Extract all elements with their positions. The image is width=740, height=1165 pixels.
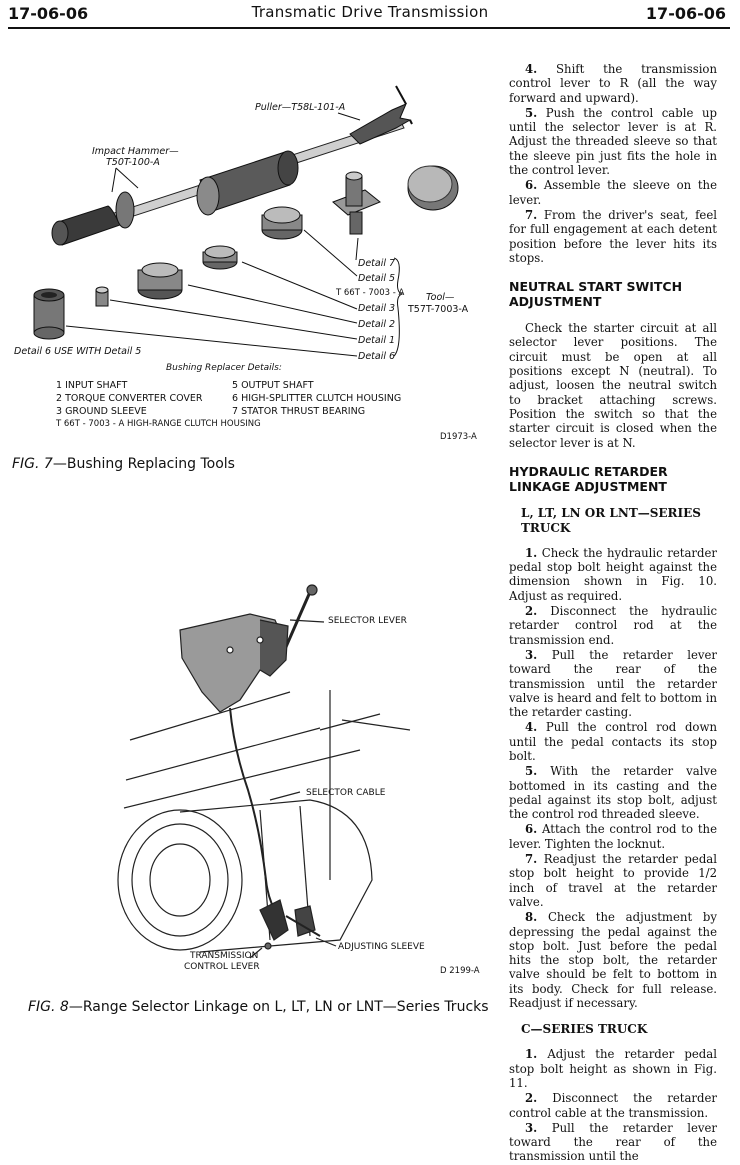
legend-item-7: 7 STATOR THRUST BEARING [232, 406, 366, 417]
step-c2: 2. Disconnect the retarder control cable at the transmission. [509, 1091, 718, 1120]
label-selector-lever: SELECTOR LEVER [328, 616, 407, 626]
label-detail-3: Detail 3 [358, 303, 396, 314]
label-impact-hammer-2: T50T-100-A [106, 157, 160, 168]
step-c3: 3. Pull the retarder lever toward the rear of the transmission until the [509, 1120, 718, 1164]
figure-7-code: D1973-A [440, 432, 477, 442]
step-b1: 1. Check the hydraulic retarder pedal stop bolt height against the dimension shown in Fig. 10. Adjust as required. [509, 545, 717, 603]
legend-footer: T 66T - 7003 - A HIGH-RANGE CLUTCH HOUSING [56, 419, 261, 429]
label-bushing-details: Bushing Replacer Details: [166, 363, 282, 373]
label-tool-1: Tool— [426, 292, 455, 303]
step-b2: 2. Disconnect the hydraulic retarder control rod at the transmission end. [509, 604, 717, 647]
step-a7: 7. From the driver's seat, feel for full engagement at each detent position before the lever hits its stops. [509, 207, 717, 265]
label-tool-ref: T 66T - 7003 - A [336, 288, 405, 298]
step-b4: 4. Pull the control rod down until the pedal contacts its stop bolt. [509, 720, 717, 763]
page-number-right: 17-06-06 [645, 4, 726, 23]
label-detail-6-use: Detail 6 USE WITH Detail 5 [14, 346, 142, 357]
heading-hydraulic-retarder: HYDRAULIC RETARDER LINKAGE ADJUSTMENT [509, 463, 668, 494]
label-impact-hammer-1: Impact Hammer— [92, 146, 179, 157]
subheading-c-series: C—SERIES TRUCK [521, 1022, 648, 1037]
label-detail-2: Detail 2 [358, 319, 396, 330]
step-b8: 8. Check the adjustment by depressing the pedal against the stop bolt. Just before the pedal hits the stop bolt, the retarder valve should be felt to bottom in its body. Check for full release. Readjust if necessary. [509, 910, 718, 1011]
step-a5: 5. Push the control cable up until the selector lever is at R. Adjust the threaded sleeve so that the sleeve pin just fits the hole in the control lever. [509, 105, 718, 178]
legend-item-5: 5 OUTPUT SHAFT [232, 380, 314, 391]
label-puller: Puller—T58L-101-A [255, 102, 346, 113]
label-detail-5: Detail 5 [358, 273, 396, 284]
header-rule [8, 27, 730, 29]
figure-7-caption-text: —Bushing Replacing Tools [52, 456, 235, 472]
label-detail-6: Detail 6 [358, 351, 396, 362]
label-tool-2: T57T-7003-A [408, 304, 469, 315]
figure-8-caption-text: —Range Selector Linkage on L, LT, LN or LNT—Series Trucks [68, 999, 489, 1015]
range-selector-linkage-drawing [110, 580, 490, 980]
step-b7: 7. Readjust the retarder pedal stop bolt height to provide 1/2 inch of travel at the retarder valve. [509, 852, 718, 909]
legend-item-6: 6 HIGH-SPLITTER CLUTCH HOUSING [232, 393, 402, 404]
legend-item-3: 3 GROUND SLEEVE [56, 406, 147, 417]
figure-7-number: FIG. 7 [12, 456, 53, 472]
figure-8-caption [28, 999, 489, 1015]
label-detail-7: Detail 7 [358, 258, 396, 269]
label-adjusting-sleeve: ADJUSTING SLEEVE [338, 942, 425, 952]
label-detail-1: Detail 1 [358, 335, 396, 346]
step-a6: 6. Assemble the sleeve on the lever. [509, 178, 717, 207]
legend-item-2: 2 TORQUE CONVERTER COVER [56, 393, 203, 404]
step-c1: 1. Adjust the retarder pedal stop bolt height as shown in Fig. 11. [509, 1047, 717, 1090]
page-number-left: 17-06-06 [8, 4, 89, 23]
figure-7-caption [12, 456, 235, 472]
heading-neutral-start: NEUTRAL START SWITCH ADJUSTMENT [509, 279, 683, 310]
figure-8-number: FIG. 8 [28, 999, 69, 1015]
label-transmission-2: CONTROL LEVER [184, 962, 260, 972]
page-header [0, 0, 740, 32]
neutral-paragraph: Check the starter circuit at all selector lever positions. The circuit must be open at all positions except N (neutral). To adjust, loosen the neutral switch to bracket attaching screws. Position the switch so that the starter circuit is closed when the selector lever is at N. [509, 321, 717, 450]
text-column [509, 62, 717, 1165]
step-b3: 3. Pull the retarder lever toward the rear of the transmission until the retarder valve is heard and felt to bottom in the retarder casting. [509, 647, 718, 720]
step-b6: 6. Attach the control rod to the lever. Tighten the locknut. [509, 822, 717, 851]
label-selector-cable: SELECTOR CABLE [306, 788, 386, 798]
running-title: Transmatic Drive Transmission [251, 3, 489, 21]
legend-item-1: 1 INPUT SHAFT [56, 380, 128, 391]
figure-8-illustration [110, 580, 490, 980]
label-transmission-1: TRANSMISSION [190, 951, 259, 961]
step-b5: 5. With the retarder valve bottomed in its casting and the pedal against its stop bolt, adjust the control rod threaded sleeve. [509, 764, 718, 822]
figure-8-code: D 2199-A [440, 966, 480, 976]
step-a4: 4. Shift the transmission control lever to R (all the way forward and upward). [509, 62, 717, 105]
subheading-l-series: L, LT, LN OR LNT—SERIES TRUCK [521, 505, 701, 535]
